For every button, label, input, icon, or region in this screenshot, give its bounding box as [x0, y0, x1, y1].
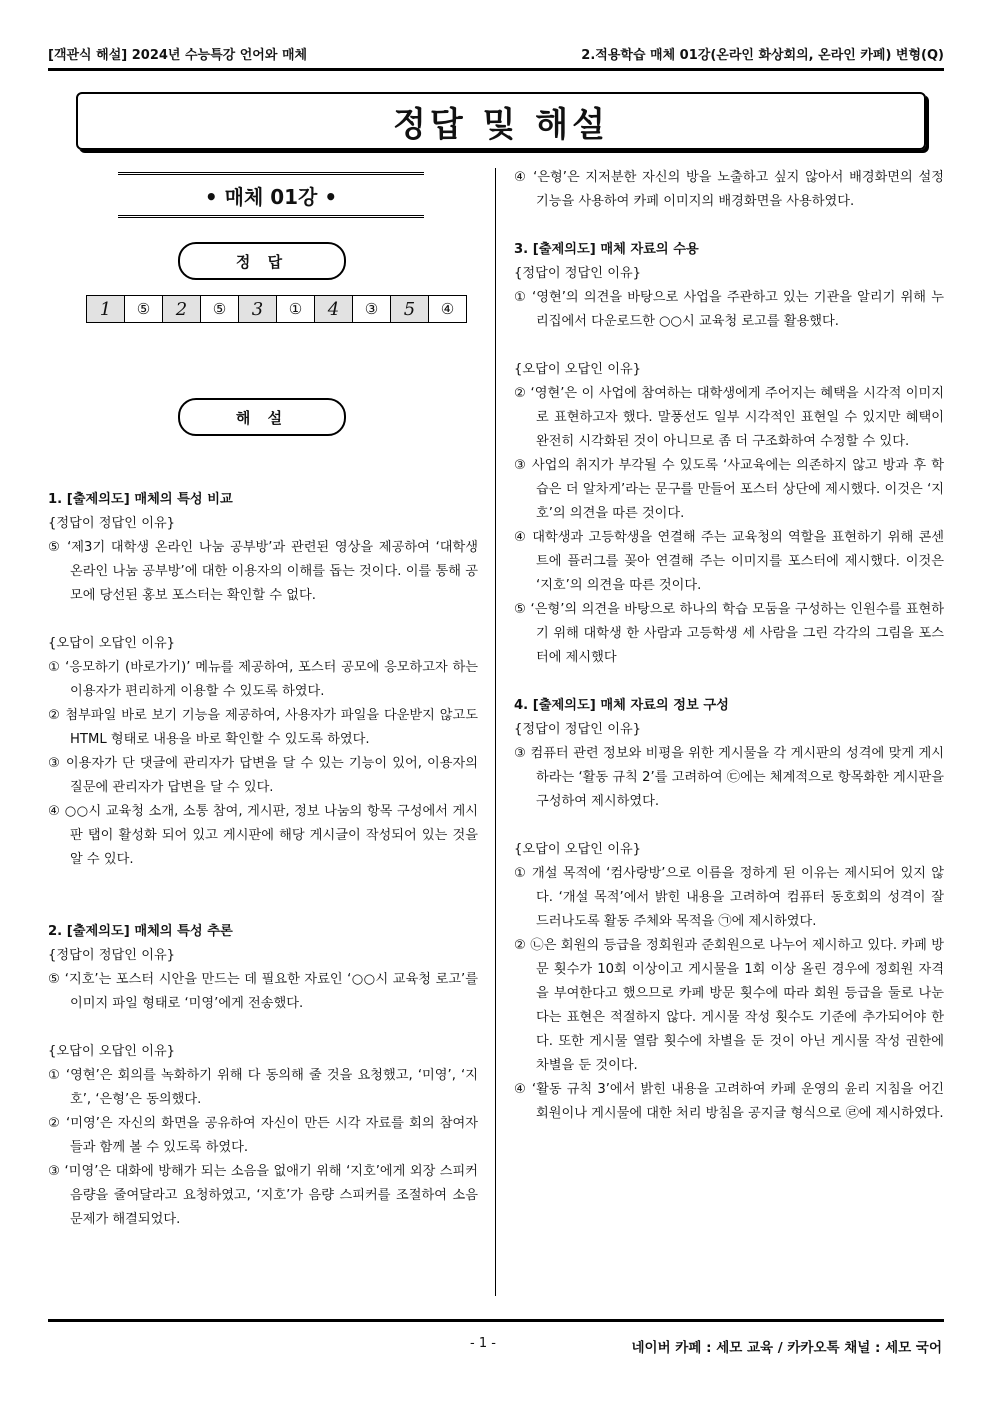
q1-title: 1. [출제의도] 매체의 특성 비교	[48, 492, 233, 507]
q1-correct-item: ⑤ ‘제3기 대학생 온라인 나눔 공부방’과 관련된 영상을 제공하여 ‘대학생 온라인 나눔 공부방’에 대한 이용자의 이해를 돕는 것이다. 이를 통해 공모에 당선된 홍보 포스터는 확인할 수 없다.	[48, 540, 478, 603]
answer-value: ①	[277, 296, 315, 323]
q3-title: 3. [출제의도] 매체 자료의 수용	[514, 242, 699, 257]
left-column	[48, 488, 478, 1232]
answer-table	[86, 295, 467, 323]
q2-wrong-item: ② ‘미영’은 자신의 화면을 공유하여 자신이 만든 시각 자료를 회의 참여자들과 함께 볼 수 있도록 하였다.	[48, 1116, 478, 1155]
page-number: - 1 -	[470, 1336, 496, 1351]
answer-label: 정 답	[178, 242, 346, 280]
bottom-rule	[48, 1319, 944, 1322]
answer-value: ③	[353, 296, 391, 323]
answer-value: ⑤	[125, 296, 163, 323]
q3-correct-item: ① ‘영현’의 의견을 바탕으로 사업을 주관하고 있는 기관을 알리기 위해 누리집에서 다운로드한 ○○시 교육청 로고를 활용했다.	[514, 290, 944, 329]
q2-correct-item: ⑤ ‘지호’는 포스터 시안을 만드는 데 필요한 자료인 ‘○○시 교육청 로고’를 이미지 파일 형태로 ‘미영’에게 전송했다.	[48, 972, 478, 1011]
answer-num: 4	[315, 296, 353, 323]
q4-wrong-item: ① 개설 목적에 ‘컴사랑방’으로 이름을 정하게 된 이유는 제시되어 있지 않다. ‘개설 목적’에서 밝힌 내용을 고려하여 컴퓨터 동호회의 성격이 잘 드러나도록 활동 주체와 목적을 ㉠에 제시하였다.	[514, 866, 944, 929]
q3-wrong-item: ④ 대학생과 고등학생을 연결해 주는 교육청의 역할을 표현하기 위해 콘센트에 플러그를 꽂아 연결해 주는 이미지를 포스터에 제시했다. 이것은 ‘지호’의 의견을 따른 것이다.	[514, 530, 944, 593]
q1-wrong-item: ① ‘응모하기 (바로가기)’ 메뉴를 제공하여, 포스터 공모에 응모하고자 하는 이용자가 편리하게 이용할 수 있도록 하였다.	[48, 660, 478, 699]
explain-label: 해 설	[178, 398, 346, 436]
footer-channel: 네이버 카페 : 세모 교육 / 카카오톡 채널 : 세모 국어	[631, 1340, 942, 1356]
q2-correct-head: {정답이 정답인 이유}	[48, 948, 176, 963]
answer-value: ④	[429, 296, 467, 323]
answer-num: 2	[163, 296, 201, 323]
lecture-title: • 매체 01강 •	[118, 172, 424, 218]
q3-correct-head: {정답이 정답인 이유}	[514, 266, 642, 281]
q1-wrong-item: ③ 이용자가 단 댓글에 관리자가 답변을 달 수 있는 기능이 있어, 이용자의 질문에 관리자가 답변을 달 수 있다.	[48, 756, 478, 795]
q3-wrong-item: ② ‘영현’은 이 사업에 참여하는 대학생에게 주어지는 혜택을 시각적 이미지로 표현하고자 했다. 말풍선도 일부 시각적인 표현일 수 있지만 혜택이 완전히 시각화된 것이 아니므로 좀 더 구조화하여 수정할 수 있다.	[514, 386, 944, 449]
q4-correct-item: ③ 컴퓨터 관련 정보와 비평을 위한 게시물을 각 게시판의 성격에 맞게 게시하라는 ‘활동 규칙 2’를 고려하여 ㉢에는 체계적으로 항목화한 게시판을 구성하여 제시하였다.	[514, 746, 944, 809]
q3-wrong-item: ⑤ ‘은형’의 의견을 바탕으로 하나의 학습 모둠을 구성하는 인원수를 표현하기 위해 대학생 한 사람과 고등학생 세 사람을 그린 각각의 그림을 포스터에 제시했다	[514, 602, 944, 665]
q4-title: 4. [출제의도] 매체 자료의 정보 구성	[514, 698, 729, 713]
q1-correct-head: {정답이 정답인 이유}	[48, 516, 176, 531]
q1-wrong-item: ④ ○○시 교육청 소개, 소통 참여, 게시판, 정보 나눔의 항목 구성에서 게시판 탭이 활성화 되어 있고 게시판에 해당 게시글이 작성되어 있는 것을 알 수 있다.	[48, 804, 478, 867]
answer-num: 5	[391, 296, 429, 323]
q2-wrong-item: ① ‘영현’은 회의를 녹화하기 위해 다 동의해 줄 것을 요청했고, ‘미영’, ‘지호’, ‘은형’은 동의했다.	[48, 1068, 478, 1107]
q1-wrong-item: ② 첨부파일 바로 보기 기능을 제공하여, 사용자가 파일을 다운받지 않고도 HTML 형태로 내용을 바로 확인할 수 있도록 하였다.	[48, 708, 478, 747]
header-left: [객관식 해설] 2024년 수능특강 언어와 매체	[48, 48, 308, 63]
answer-num: 1	[87, 296, 125, 323]
q4-correct-head: {정답이 정답인 이유}	[514, 722, 642, 737]
right-column	[514, 166, 944, 1126]
q2-wrong-head: {오답이 오답인 이유}	[48, 1044, 176, 1059]
answer-num: 3	[239, 296, 277, 323]
q1-wrong-head: {오답이 오답인 이유}	[48, 636, 176, 651]
q4-wrong-item: ④ ‘활동 규칙 3’에서 밝힌 내용을 고려하여 카페 운영의 윤리 지침을 어긴 회원이나 게시물에 대한 처리 방침을 공지글 형식으로 ㉣에 제시하였다.	[514, 1082, 944, 1121]
q3-wrong-item: ③ 사업의 취지가 부각될 수 있도록 ‘사교육에는 의존하지 않고 방과 후 학습은 더 알차게’라는 문구를 만들어 포스터 상단에 제시했다. 이것은 ‘지호’의 의견을 따른 것이다.	[514, 458, 944, 521]
q2-title: 2. [출제의도] 매체의 특성 추론	[48, 924, 233, 939]
top-rule	[48, 68, 944, 71]
page-header	[48, 44, 944, 68]
q3-wrong-head: {오답이 오답인 이유}	[514, 362, 642, 377]
q4-wrong-head: {오답이 오답인 이유}	[514, 842, 642, 857]
q4-wrong-item: ② ㉡은 회원의 등급을 정회원과 준회원으로 나누어 제시하고 있다. 카페 방문 횟수가 10회 이상이고 게시물을 1회 이상 올린 경우에 정회원 자격을 부여한다고 했으므로 카페 방문 횟수에 따라 회원 등급을 둘로 나눈다는 표현은 적절하지 않다. 게시물 작성 횟수도 기준에 추가되어야 한다. 또한 게시물 열람 횟수에 차별을 둔 것이 아닌 게시물 작성 권한에 차별을 둔 것이다.	[514, 938, 944, 1073]
page-title: 정답 및 해설	[76, 92, 926, 150]
q2-wrong-item: ③ ‘미영’은 대화에 방해가 되는 소음을 없애기 위해 ‘지호’에게 외장 스피커 음량을 줄여달라고 요청하였고, ‘지호’가 음량 스피커를 조절하여 소음 문제가 해결되었다.	[48, 1164, 478, 1227]
answer-value: ⑤	[201, 296, 239, 323]
column-divider	[495, 168, 496, 1296]
header-right: 2.적용학습 매체 01강(온라인 화상회의, 온라인 카페) 변형(Q)	[581, 48, 944, 63]
q2-wrong-item: ④ ‘은형’은 지저분한 자신의 방을 노출하고 싶지 않아서 배경화면의 설정 기능을 사용하여 카페 이미지의 배경화면을 사용하였다.	[514, 170, 944, 209]
